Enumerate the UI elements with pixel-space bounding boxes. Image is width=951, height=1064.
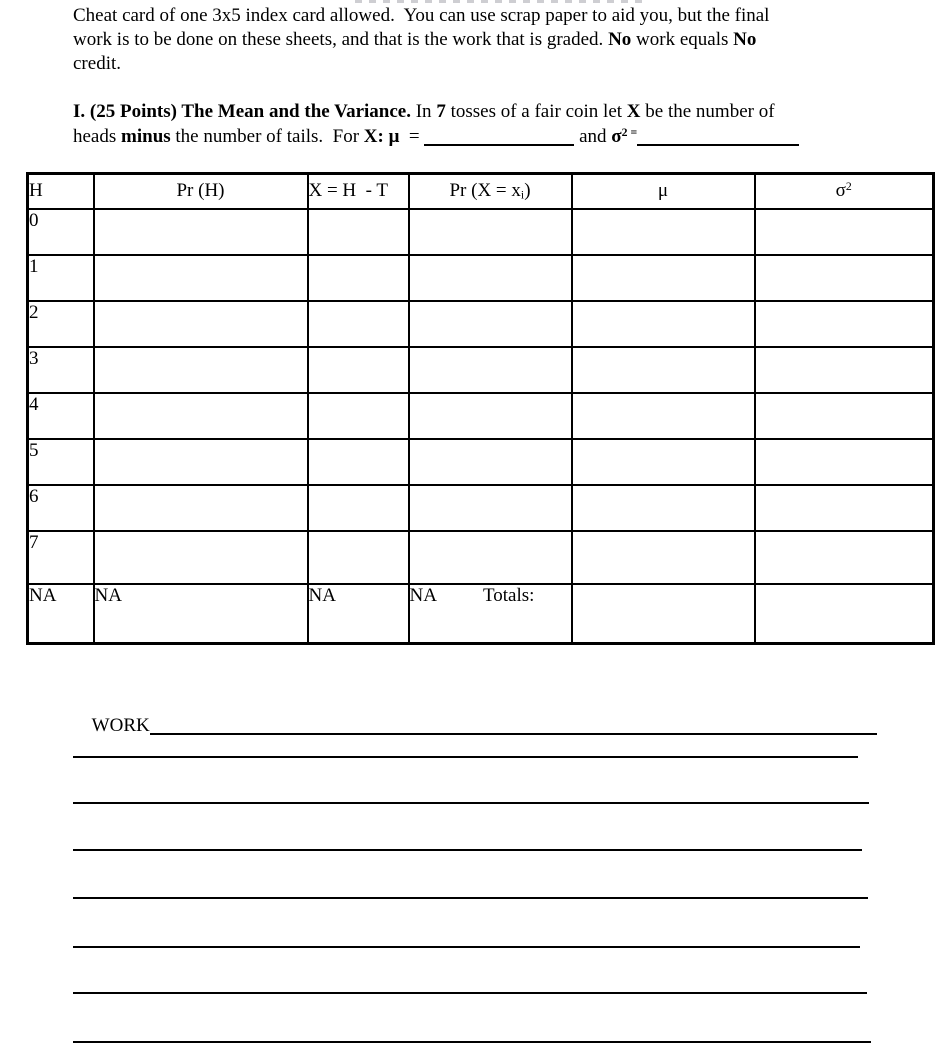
text-segment: 2 = — [621, 126, 638, 140]
empty-cell — [94, 393, 308, 439]
empty-cell — [572, 584, 755, 644]
text-segment: and — [574, 126, 612, 147]
col-header-x-eq-h-minus-t — [308, 174, 409, 209]
table-row — [28, 209, 934, 255]
work-blank-line — [73, 897, 868, 899]
row-label: 5 — [28, 439, 94, 485]
empty-cell — [755, 531, 934, 584]
empty-cell — [755, 439, 934, 485]
col-header-pr-h — [94, 174, 308, 209]
text-segment: the number of tails. For — [170, 126, 364, 147]
empty-cell — [308, 209, 409, 255]
text-segment: X: μ — [363, 126, 400, 147]
empty-cell — [94, 439, 308, 485]
empty-cell — [755, 347, 934, 393]
table-header-row — [28, 174, 934, 209]
text-segment: Cheat card of one 3x5 index card allowed. You can use scrap paper to aid you, but the final — [73, 5, 770, 26]
empty-cell — [409, 301, 572, 347]
empty-cell — [94, 209, 308, 255]
empty-cell — [755, 584, 934, 644]
text-segment: i — [520, 188, 525, 202]
text-segment: minus — [121, 126, 171, 147]
empty-cell — [94, 485, 308, 531]
work-blank-line — [73, 1041, 871, 1043]
text-line — [73, 124, 799, 149]
empty-cell — [572, 439, 755, 485]
empty-cell — [755, 393, 934, 439]
text-segment: heads — [73, 126, 122, 147]
empty-cell — [755, 255, 934, 301]
text-line — [73, 4, 769, 28]
na-label: NA — [409, 584, 437, 606]
empty-cell — [94, 301, 308, 347]
empty-cell — [94, 347, 308, 393]
text-segment: work is to be done on these sheets, and that is the work that is graded. — [73, 29, 609, 50]
empty-cell — [94, 255, 308, 301]
mean-variance-table — [26, 172, 935, 645]
row-label: 3 — [28, 347, 94, 393]
empty-cell — [572, 301, 755, 347]
empty-cell — [308, 255, 409, 301]
empty-cell — [308, 393, 409, 439]
page-top-cutoff-artifact — [355, 0, 645, 3]
na-totals-cell — [409, 584, 572, 644]
empty-cell — [572, 485, 755, 531]
row-label: 7 — [28, 531, 94, 584]
work-blank-line — [150, 733, 877, 735]
row-label: 0 — [28, 209, 94, 255]
inline-blank — [424, 144, 574, 146]
col-header-pr-x — [409, 174, 572, 209]
text-segment: ) — [524, 180, 531, 202]
table-row — [28, 485, 934, 531]
problem-statement — [73, 99, 799, 149]
empty-cell — [308, 531, 409, 584]
empty-cell — [755, 485, 934, 531]
work-blank-line — [73, 849, 862, 851]
empty-cell — [94, 531, 308, 584]
empty-cell — [755, 209, 934, 255]
table-row — [28, 393, 934, 439]
row-label: 2 — [28, 301, 94, 347]
empty-cell — [308, 347, 409, 393]
empty-cell — [572, 347, 755, 393]
empty-cell — [572, 255, 755, 301]
work-blank-line — [73, 946, 860, 948]
text-segment: No — [733, 29, 757, 50]
na-cell: NA — [308, 584, 409, 644]
text-segment: σ — [835, 180, 846, 202]
empty-cell — [409, 485, 572, 531]
col-header-sigma-squared — [755, 174, 934, 209]
totals-row — [28, 584, 934, 644]
empty-cell — [755, 301, 934, 347]
empty-cell — [409, 439, 572, 485]
text-segment: No — [608, 29, 632, 50]
text-segment: 2 — [845, 180, 852, 194]
text-segment: Pr (X = x — [449, 180, 521, 202]
work-section-header — [73, 693, 877, 759]
text-segment: tosses of a fair coin let — [445, 101, 627, 122]
na-cell: NA — [94, 584, 308, 644]
text-segment: In — [410, 101, 437, 122]
instructions-paragraph — [73, 4, 769, 76]
text-line — [73, 52, 769, 76]
text-line — [73, 99, 799, 124]
col-header-mu — [572, 174, 755, 209]
na-cell: NA — [28, 584, 94, 644]
text-segment: μ — [657, 180, 669, 202]
text-segment: 7 — [436, 101, 446, 122]
empty-cell — [409, 393, 572, 439]
table-row — [28, 439, 934, 485]
inline-blank — [637, 144, 799, 146]
text-segment: σ — [611, 126, 622, 147]
text-segment: X — [626, 101, 641, 122]
empty-cell — [409, 209, 572, 255]
text-segment: H — [29, 180, 43, 202]
text-segment: X = H - T — [308, 180, 388, 202]
empty-cell — [308, 485, 409, 531]
row-label: 6 — [28, 485, 94, 531]
table-row — [28, 255, 934, 301]
col-header-h — [28, 174, 94, 209]
empty-cell — [308, 439, 409, 485]
work-label: WORK — [91, 715, 150, 736]
text-segment: = — [399, 126, 425, 147]
table-row — [28, 531, 934, 584]
row-label: 4 — [28, 393, 94, 439]
empty-cell — [409, 347, 572, 393]
table-row — [28, 301, 934, 347]
text-segment: be the number of — [640, 101, 775, 122]
empty-cell — [409, 531, 572, 584]
text-segment: Pr (H) — [176, 180, 225, 202]
empty-cell — [409, 255, 572, 301]
work-blank-line — [73, 992, 867, 994]
text-line — [73, 28, 769, 52]
text-segment: credit. — [73, 53, 122, 74]
text-segment: I. (25 Points) The Mean and the Variance. — [73, 101, 411, 122]
totals-label: Totals: — [482, 584, 535, 606]
table-row — [28, 347, 934, 393]
empty-cell — [308, 301, 409, 347]
text-segment: work equals — [631, 29, 734, 50]
empty-cell — [572, 531, 755, 584]
empty-cell — [572, 209, 755, 255]
empty-cell — [572, 393, 755, 439]
work-blank-line — [73, 802, 869, 804]
row-label: 1 — [28, 255, 94, 301]
work-blank-line — [73, 756, 858, 758]
